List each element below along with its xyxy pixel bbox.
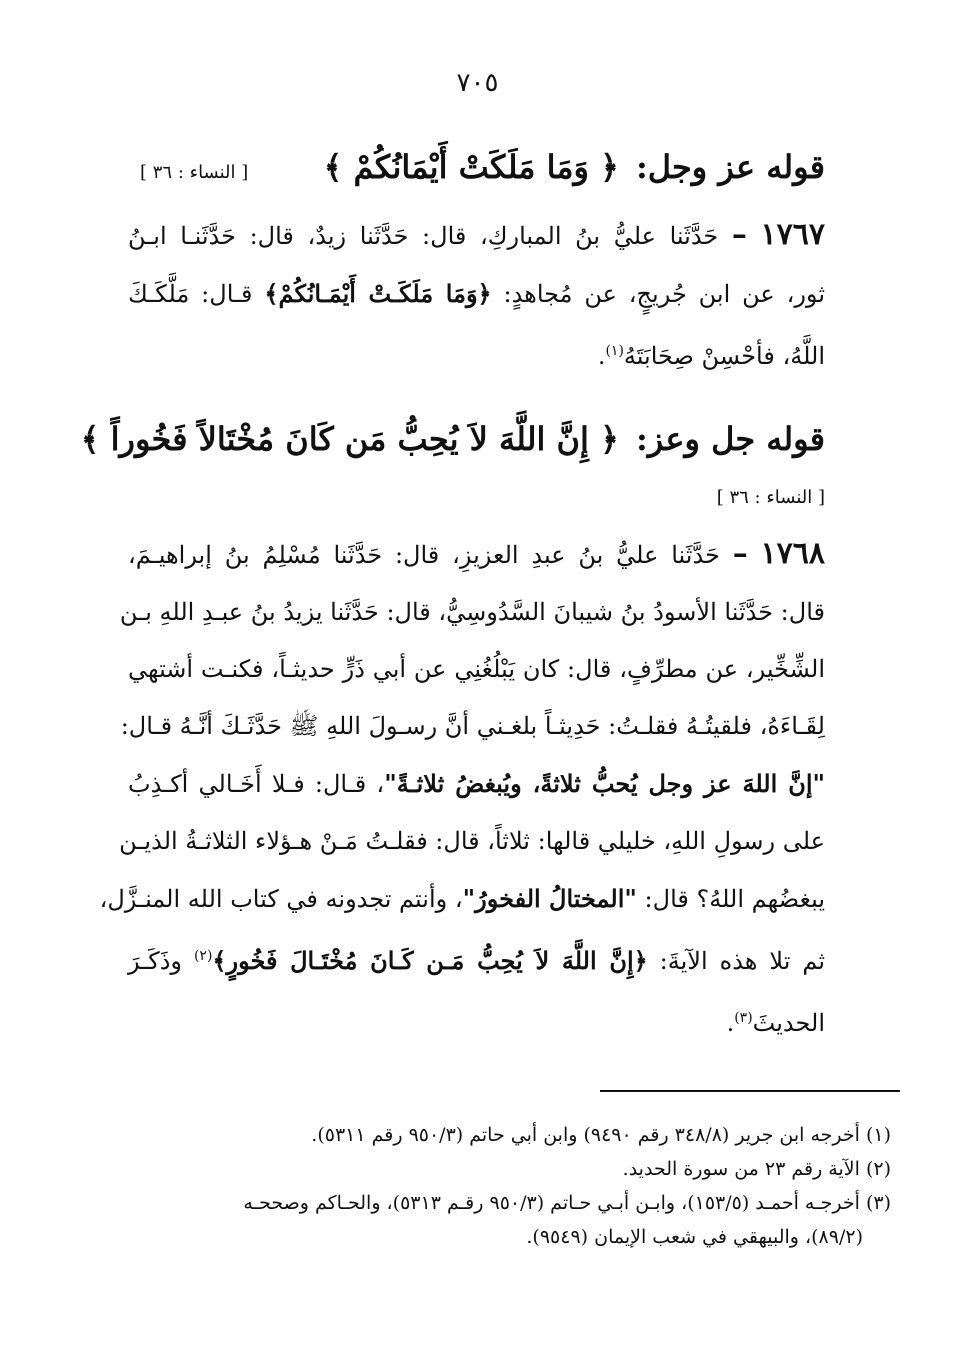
footnote-divider bbox=[600, 1090, 900, 1092]
quran-verse-text: وَمَا مَلَكَتْ أَيْمَانُكُمْ bbox=[353, 148, 589, 186]
page-number: ٧٠٥ bbox=[456, 68, 499, 98]
hadith-dash: – bbox=[731, 217, 747, 252]
quran-close-bracket: ﴾ bbox=[323, 148, 343, 186]
hadith-number: ١٧٦٧ bbox=[760, 217, 825, 252]
footnote: (٢) الآية رقم ٢٣ من سورة الحديد. bbox=[622, 1158, 891, 1180]
footnote-marker: (١) bbox=[605, 343, 624, 359]
quran-verse bbox=[324, 148, 619, 186]
section-heading bbox=[80, 420, 825, 458]
quran-quote: ﴿وَمَا مَلَكَـتْ أَيْمَـانُكُمْ﴾ bbox=[264, 279, 492, 308]
hadith-text-line: لِقَـاءَهُ، فلقيتُـهُ فقلـتُ: حَدِيثـاً بلغـني أنَّ رسـولَ اللهِ ﷺ حَدَّثَـكَ أنَّـهُ قـال: bbox=[120, 712, 825, 740]
verse-reference: [ النساء : ٣٦ ] bbox=[140, 162, 249, 183]
hadith-text-line: ثور، عن ابن جُريجٍ، عن مُجاهدٍ: bbox=[503, 280, 826, 308]
hadith-text-line: وذَكَـرَ bbox=[128, 947, 182, 975]
hadith-text-line: ، قـال: فـلا أَخَـالي أكـذِبُ bbox=[128, 770, 385, 798]
footnote-continuation: (٨٩/٢)، والبيهقي في شعب الإيمان (٩٥٤٩). bbox=[526, 1226, 863, 1248]
footnote: (٣) أخرجـه أحمـد (١٥٣/٥)، وابـن أبـي حـاتم (٩٥٠/٣ رقـم ٥٣١٣)، والحـاكم وصححـه bbox=[243, 1192, 891, 1214]
hadith-1767 bbox=[128, 206, 825, 385]
quran-quote: ﴿إِنَّ اللَّهَ لاَ يُحِبُّ مَـن كَـانَ مُخْتَـالَ فَخُورٍ﴾ bbox=[212, 946, 648, 975]
hadith-1768 bbox=[99, 525, 826, 1052]
hadith-dash: – bbox=[732, 536, 748, 571]
quran-close-bracket: ﴾ bbox=[80, 420, 100, 458]
period: . bbox=[726, 1009, 735, 1037]
quran-verse bbox=[81, 420, 619, 458]
hadith-text-line: حَدَّثَنا عليُّ بنُ عبدِ العزيزِ، قال: حَدَّثَنا مُسْلِمُ بنُ إبراهيـمَ، bbox=[128, 541, 720, 569]
hadith-text-line: الشِّخِّير، عن مطرِّفٍ، قال: كان يَبْلُغُنِي عن أبي ذَرٍّ حديثـاً، فكنـت أشتهي bbox=[128, 655, 825, 683]
hadith-text-line: اللَّهُ، فأحْسِنْ صِحَابَتَهُ bbox=[623, 342, 825, 370]
hadith-text-line: على رسولِ اللهِ، خليلي قالها: ثلاثاً، قال: فقلـتُ مَـنْ هـؤلاء الثلاثـةُ الذيـن bbox=[119, 827, 825, 855]
footnote-marker: (٢) bbox=[193, 948, 213, 964]
heading-prefix: قوله جل وعز: bbox=[635, 420, 825, 458]
quran-open-bracket: ﴿ bbox=[600, 420, 619, 458]
hadith-text-line: ثم تلا هذه الآيةَ: bbox=[659, 947, 826, 975]
prophetic-quote: "إنَّ اللهَ عز وجل يُحبُّ ثلاثةً، ويُبغضُ ثلاثـةً" bbox=[384, 769, 826, 798]
heading-prefix: قوله عز وجل: bbox=[635, 148, 825, 186]
hadith-text-line: ، وأنتم تجدونه في كتاب الله المنـزَّل، bbox=[99, 885, 463, 913]
hadith-number: ١٧٦٨ bbox=[760, 536, 825, 571]
prophetic-quote: "المختالُ الفخورُ" bbox=[462, 884, 637, 913]
hadith-text-line: قال: حَدَّثَنا الأسودُ بنُ شيبانَ السَّدُوسِيُّ، قال: حَدَّثَنا يزيدُ بنُ عبـدِ اللهِ بـن bbox=[119, 598, 825, 626]
quran-open-bracket: ﴿ bbox=[600, 148, 619, 186]
hadith-text-line: قـال: مَلَّكَـكَ bbox=[128, 280, 253, 308]
hadith-text-line: الحديثَ bbox=[752, 1009, 825, 1037]
period: . bbox=[597, 342, 606, 370]
hadith-text-line: يبغضُهم اللهُ؟ قال: bbox=[644, 885, 825, 913]
footnotes bbox=[110, 1118, 891, 1254]
footnote: (١) أخرجه ابن جرير (٣٤٨/٨ رقم ٩٤٩٠) وابن أبي حاتم (٩٥٠/٣ رقم ٥٣١١). bbox=[311, 1124, 891, 1146]
footnote-marker: (٣) bbox=[734, 1010, 753, 1026]
quran-verse-text: إِنَّ اللَّهَ لاَ يُحِبُّ مَن كَانَ مُخْتَالاً فَخُوراً bbox=[110, 420, 589, 458]
hadith-text-line: حَدَّثَنا عليُّ بنُ المباركِ، قال: حَدَّثَنا زيدٌ، قال: حَدَّثَنـا ابـنُ bbox=[128, 222, 719, 250]
verse-reference: [ النساء : ٣٦ ] bbox=[716, 487, 825, 508]
